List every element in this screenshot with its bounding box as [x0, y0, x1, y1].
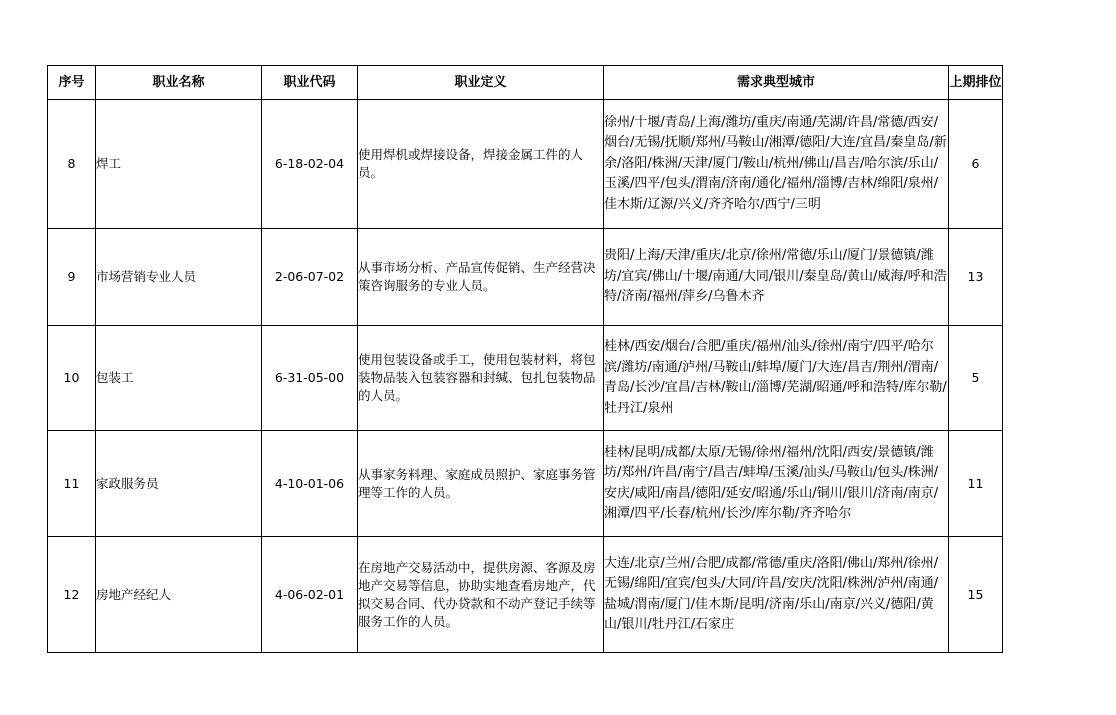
cell-name: 家政服务员	[96, 431, 262, 537]
cell-code: 4-06-02-01	[262, 537, 358, 653]
cell-name: 包装工	[96, 326, 262, 431]
cell-cities: 大连/北京/兰州/合肥/成都/常德/重庆/洛阳/佛山/郑州/徐州/无锡/绵阳/宜宾/包头/大同/许昌/安庆/沈阳/株洲/泸州/南通/盐城/渭南/厦门/佳木斯/昆明/济南/乐山/南京/兴义/德阳/黄山/银川/牡丹江/石家庄	[604, 537, 949, 653]
cell-definition: 使用焊机或焊接设备，焊接金属工件的人员。	[358, 100, 604, 229]
cell-definition: 从事家务料理、家庭成员照护、家庭事务管理等工作的人员。	[358, 431, 604, 537]
cell-rank: 5	[949, 326, 1003, 431]
cell-code: 4-10-01-06	[262, 431, 358, 537]
cell-cities: 桂林/西安/烟台/合肥/重庆/福州/汕头/徐州/南宁/四平/哈尔滨/潍坊/南通/泸州/马鞍山/蚌埠/厦门/大连/昌吉/荆州/渭南/青岛/长沙/宜昌/吉林/鞍山/淄博/芜湖/昭通/呼和浩特/库尔勒/牡丹江/泉州	[604, 326, 949, 431]
header-code: 职业代码	[262, 66, 358, 100]
header-seq: 序号	[48, 66, 96, 100]
cell-seq: 8	[48, 100, 96, 229]
cell-rank: 6	[949, 100, 1003, 229]
header-name: 职业名称	[96, 66, 262, 100]
cell-cities: 贵阳/上海/天津/重庆/北京/徐州/常德/乐山/厦门/景德镇/潍坊/宜宾/佛山/十堰/南通/大同/银川/秦皇岛/黄山/威海/呼和浩特/济南/福州/萍乡/乌鲁木齐	[604, 229, 949, 326]
cell-name: 焊工	[96, 100, 262, 229]
cell-definition: 在房地产交易活动中，提供房源、客源及房地产交易等信息，协助实地查看房地产，代拟交易合同、代办贷款和不动产登记手续等服务工作的人员。	[358, 537, 604, 653]
cell-code: 6-31-05-00	[262, 326, 358, 431]
cell-rank: 11	[949, 431, 1003, 537]
table-row	[48, 537, 1003, 653]
cell-cities: 桂林/昆明/成都/太原/无锡/徐州/福州/沈阳/西安/景德镇/潍坊/郑州/许昌/南宁/昌吉/蚌埠/玉溪/汕头/马鞍山/包头/株洲/安庆/咸阳/南昌/德阳/延安/昭通/乐山/铜川/银川/济南/南京/湘潭/四平/长春/杭州/长沙/库尔勒/齐齐哈尔	[604, 431, 949, 537]
cell-seq: 10	[48, 326, 96, 431]
table-row	[48, 229, 1003, 326]
header-row	[48, 66, 1003, 100]
header-definition: 职业定义	[358, 66, 604, 100]
occupation-demand-table	[47, 65, 1003, 653]
cell-code: 2-06-07-02	[262, 229, 358, 326]
cell-name: 房地产经纪人	[96, 537, 262, 653]
cell-seq: 9	[48, 229, 96, 326]
table-row	[48, 431, 1003, 537]
table-row	[48, 326, 1003, 431]
cell-rank: 15	[949, 537, 1003, 653]
cell-definition: 使用包装设备或手工，使用包装材料，将包装物品装入包装容器和封缄、包扎包装物品的人员。	[358, 326, 604, 431]
header-rank: 上期排位	[949, 66, 1003, 100]
cell-definition: 从事市场分析、产品宣传促销、生产经营决策咨询服务的专业人员。	[358, 229, 604, 326]
cell-cities: 徐州/十堰/青岛/上海/潍坊/重庆/南通/芜湖/许昌/常德/西安/烟台/无锡/抚顺/郑州/马鞍山/湘潭/德阳/大连/宜昌/秦皇岛/新余/洛阳/株洲/天津/厦门/鞍山/杭州/佛山/昌吉/哈尔滨/乐山/玉溪/四平/包头/渭南/济南/通化/福州/淄博/吉林/绵阳/泉州/佳木斯/辽源/兴义/齐齐哈尔/西宁/三明	[604, 100, 949, 229]
cell-seq: 11	[48, 431, 96, 537]
cell-name: 市场营销专业人员	[96, 229, 262, 326]
cell-code: 6-18-02-04	[262, 100, 358, 229]
cell-rank: 13	[949, 229, 1003, 326]
cell-seq: 12	[48, 537, 96, 653]
header-cities: 需求典型城市	[604, 66, 949, 100]
table-row	[48, 100, 1003, 229]
